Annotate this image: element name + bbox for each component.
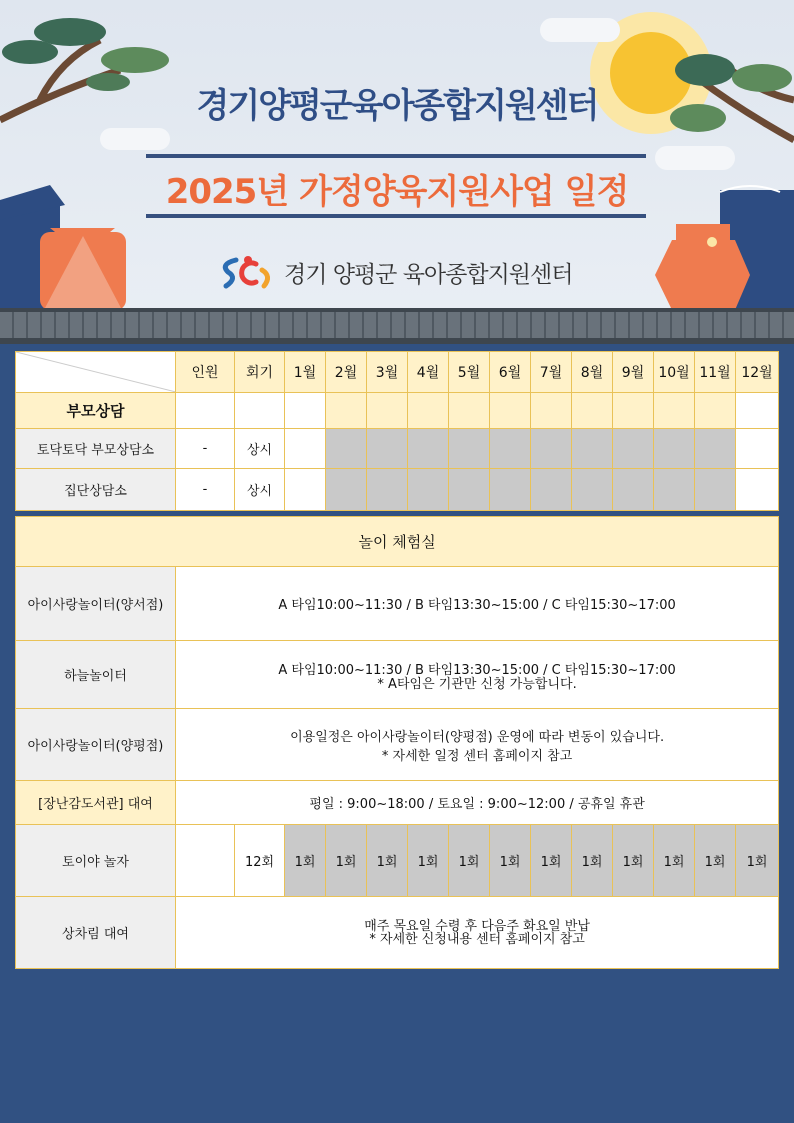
schedule-cell <box>176 567 779 641</box>
month-cell <box>326 469 367 511</box>
roof-tile-border <box>0 308 794 344</box>
month-cell <box>285 429 326 469</box>
schedule-note: * A타임은 기관만 신청 가능합니다. <box>377 676 577 692</box>
column-header: 4월 <box>408 352 449 393</box>
row-label: 하늘놀이터 <box>16 641 176 709</box>
month-cell: 1회 <box>654 825 695 897</box>
month-cell <box>654 469 695 511</box>
column-header: 7월 <box>531 352 572 393</box>
month-cell: 1회 <box>695 825 736 897</box>
month-cell: 1회 <box>285 825 326 897</box>
program-title: 2025년 가정양육지원사업 일정 <box>165 172 629 212</box>
category-row <box>16 393 779 429</box>
column-header: 회기 <box>235 352 285 393</box>
column-header: 1월 <box>285 352 326 393</box>
month-cell <box>490 469 531 511</box>
month-cell <box>490 393 531 429</box>
month-cell: 1회 <box>449 825 490 897</box>
table-row <box>16 825 779 897</box>
table-cell <box>235 393 285 429</box>
row-label: 집단상담소 <box>16 469 176 511</box>
rental-cell <box>176 897 779 969</box>
month-cell: 1회 <box>531 825 572 897</box>
month-cell: 1회 <box>326 825 367 897</box>
month-cell <box>367 393 408 429</box>
month-cell <box>613 469 654 511</box>
table-row <box>16 781 779 825</box>
month-cell <box>736 469 779 511</box>
column-header: 10월 <box>654 352 695 393</box>
total-sessions-cell: 12회 <box>235 825 285 897</box>
table-cell <box>285 393 326 429</box>
month-cell <box>736 393 779 429</box>
month-cell: 1회 <box>490 825 531 897</box>
hours-cell: 평일 : 9:00~18:00 / 토요일 : 9:00~12:00 / 공휴일 휴관 <box>176 781 779 825</box>
month-cell <box>449 429 490 469</box>
month-cell <box>613 393 654 429</box>
month-cell <box>449 469 490 511</box>
month-cell <box>490 429 531 469</box>
month-cell <box>695 393 736 429</box>
column-header: 11월 <box>695 352 736 393</box>
month-cell <box>449 393 490 429</box>
logo-text: 경기 양평군 육아종합지원센터 <box>284 261 573 288</box>
month-cell <box>367 469 408 511</box>
column-header: 3월 <box>367 352 408 393</box>
rental-line: 매주 목요일 수령 후 다음주 화요일 반납 <box>364 918 590 934</box>
corner-cell <box>16 352 176 393</box>
table-row <box>16 709 779 781</box>
column-header: 6월 <box>490 352 531 393</box>
schedule-cell <box>176 641 779 709</box>
table-cell <box>176 393 235 429</box>
month-cell <box>531 469 572 511</box>
divider-line <box>146 214 646 218</box>
month-cell <box>531 429 572 469</box>
month-cell <box>531 393 572 429</box>
play-room-table <box>15 516 779 969</box>
schedule-line: 이용일정은 아이사랑놀이터(양평점) 운영에 따라 변동이 있습니다. <box>290 729 665 745</box>
table-cell <box>176 825 235 897</box>
row-label: 아이사랑놀이터(양평점) <box>16 709 176 781</box>
row-label: 상차림 대여 <box>16 897 176 969</box>
schedule-line: A 타임10:00~11:30 / B 타임13:30~15:00 / C 타임15:30~17:00 <box>278 598 676 613</box>
table-row <box>16 567 779 641</box>
month-cell <box>654 393 695 429</box>
month-cell <box>736 429 779 469</box>
month-cell: 1회 <box>408 825 449 897</box>
month-cell <box>695 469 736 511</box>
section-title: 놀이 체험실 <box>16 517 779 567</box>
column-header: 12월 <box>736 352 779 393</box>
month-cell <box>572 429 613 469</box>
column-header: 2월 <box>326 352 367 393</box>
row-label: [장난감도서관] 대여 <box>16 781 176 825</box>
sessions-cell: 상시 <box>235 469 285 511</box>
table-row <box>16 897 779 969</box>
table-row <box>16 429 779 469</box>
month-cell <box>408 393 449 429</box>
schedule-cell <box>176 709 779 781</box>
logo-icon <box>218 254 276 290</box>
category-label: 부모상담 <box>16 393 176 429</box>
row-label: 아이사랑놀이터(양서점) <box>16 567 176 641</box>
month-cell <box>326 393 367 429</box>
table-row <box>16 469 779 511</box>
month-cell: 1회 <box>613 825 654 897</box>
people-cell: - <box>176 429 235 469</box>
row-label: 토이야 놀자 <box>16 825 176 897</box>
column-header: 인원 <box>176 352 235 393</box>
month-cell <box>613 429 654 469</box>
month-cell: 1회 <box>572 825 613 897</box>
people-cell: - <box>176 469 235 511</box>
header-row <box>16 352 779 393</box>
schedule-note: * 자세한 일정 센터 홈페이지 참고 <box>381 748 573 764</box>
month-cell <box>572 393 613 429</box>
month-cell: 1회 <box>367 825 408 897</box>
center-title: 경기양평군육아종합지원센터 <box>196 86 598 126</box>
column-header: 9월 <box>613 352 654 393</box>
month-cell <box>572 469 613 511</box>
schedule-line: A 타임10:00~11:30 / B 타임13:30~15:00 / C 타임15:30~17:00 <box>278 662 676 678</box>
month-cell <box>695 429 736 469</box>
month-cell <box>367 429 408 469</box>
month-cell <box>654 429 695 469</box>
table-row <box>16 641 779 709</box>
section-row <box>16 517 779 567</box>
divider-line <box>146 154 646 158</box>
month-cell <box>326 429 367 469</box>
month-cell: 1회 <box>736 825 779 897</box>
center-logo <box>218 252 572 292</box>
month-cell <box>408 469 449 511</box>
row-label: 토닥토닥 부모상담소 <box>16 429 176 469</box>
column-header: 8월 <box>572 352 613 393</box>
month-cell <box>408 429 449 469</box>
column-header: 5월 <box>449 352 490 393</box>
parent-counseling-table <box>15 351 779 511</box>
month-cell <box>285 469 326 511</box>
sessions-cell: 상시 <box>235 429 285 469</box>
header-banner <box>0 0 794 316</box>
rental-note: * 자세한 신청내용 센터 홈페이지 참고 <box>369 931 585 947</box>
